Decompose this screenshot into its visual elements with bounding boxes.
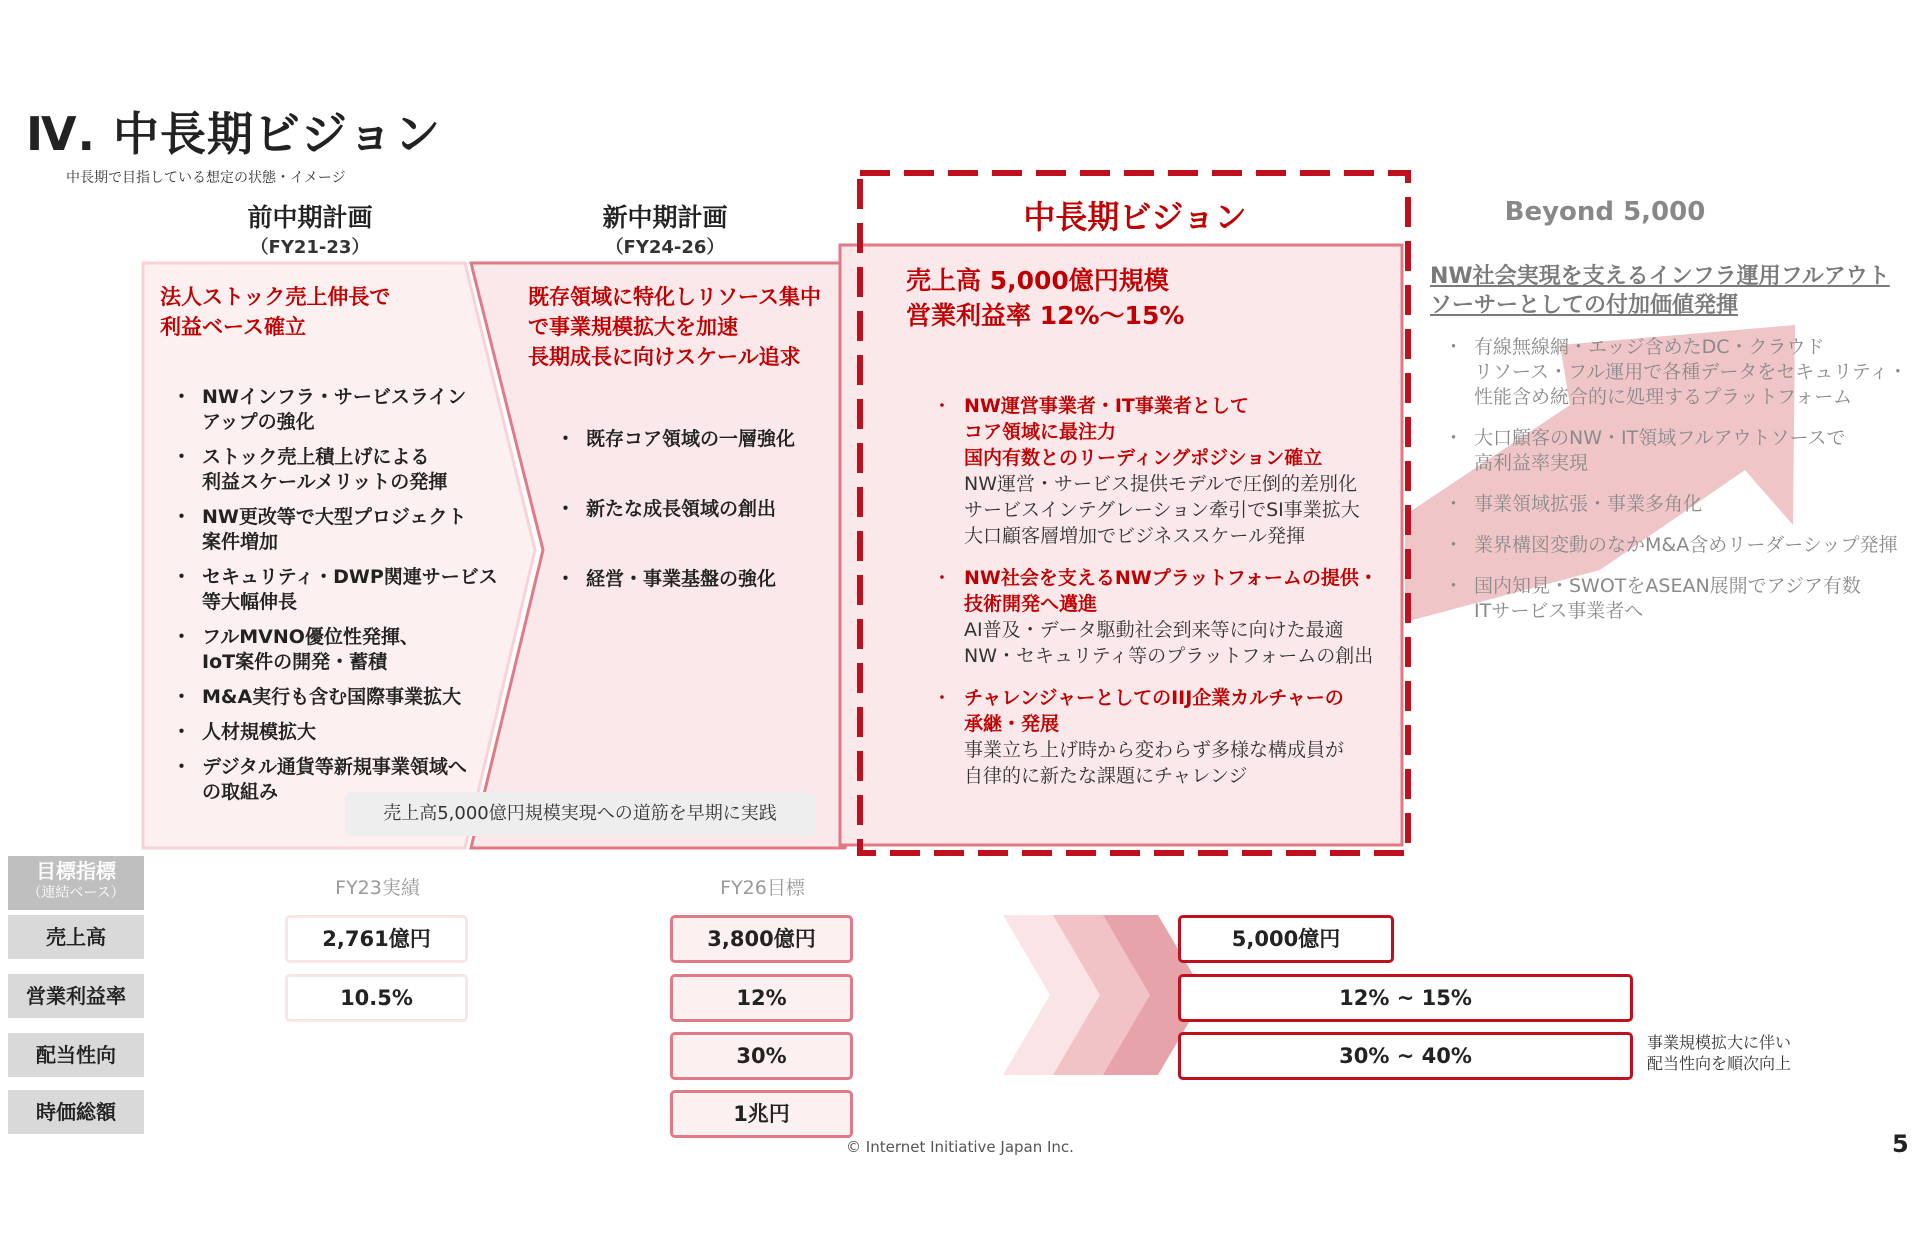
heading-line: 利益ベース確立 (160, 315, 306, 339)
row-label-payout: 配当性向 (8, 1033, 144, 1077)
beyond-heading (1430, 262, 1900, 320)
heading-line: NW社会実現を支えるインフラ運用フルアウト (1430, 264, 1890, 289)
prev-phase-list (168, 385, 508, 815)
kpi-vision-margin: 12% ~ 15% (1178, 974, 1633, 1022)
payout-note (1647, 1032, 1847, 1074)
list-item: ・ セキュリティ・DWP関連サービス 等大幅伸長 (168, 565, 508, 615)
list-item: ・ デジタル通貨等新規事業領域へ の取組み (168, 755, 508, 805)
prev-phase-heading (160, 282, 480, 342)
current-phase-list (552, 427, 872, 637)
kpi-header-title: 目標指標 (36, 859, 116, 883)
row-label-revenue: 売上高 (8, 915, 144, 959)
list-item: ・ NW運営事業者・IT事業者として コア領域に最注力 国内有数とのリーディングポジション確立 NW運営・サービス提供モデルで圧倒的差別化 サービスインテグレーション牽引でSI事業拡大 大口顧客層増加でビジネススケール発揮 (930, 393, 1400, 549)
heading-line: ソーサーとしての付加価値発揮 (1430, 293, 1739, 318)
row-label-margin: 営業利益率 (8, 974, 144, 1018)
list-item: ・ ストック売上積上げによる 利益スケールメリットの発揮 (168, 445, 508, 495)
col-fy23-label: FY23実績 (335, 877, 420, 899)
list-item: ・ 国内知見・SWOTをASEAN展開でアジア有数 ITサービス事業者へ (1440, 574, 1920, 624)
kpi-fy26-margin: 12% (670, 974, 853, 1022)
list-item: ・ 大口顧客のNW・IT領域フルアウトソースで 高利益率実現 (1440, 426, 1920, 476)
list-item: ・ 事業領域拡張・事業多角化 (1440, 492, 1920, 517)
kpi-fy23-revenue: 2,761億円 (285, 915, 468, 963)
heading-line: 既存領域に特化しリソース集中 (528, 285, 821, 309)
current-phase-heading (528, 282, 868, 372)
page-title: Ⅳ. 中長期ビジョン (26, 107, 442, 161)
vision-title: 中長期ビジョン (1023, 198, 1247, 236)
vision-targets (906, 263, 1376, 333)
kpi-fy26-payout: 30% (670, 1032, 853, 1080)
heading-line: 法人ストック売上伸長で (160, 285, 391, 309)
current-phase-period: （FY24-26） (605, 237, 725, 258)
kpi-fy23-margin: 10.5% (285, 974, 468, 1022)
heading-line: 長期成長に向けスケール追求 (528, 345, 801, 369)
prev-phase-period: （FY21-23） (250, 237, 370, 258)
list-item: ・ 人材規模拡大 (168, 720, 508, 745)
vision-target-line: 売上高 5,000億円規模 (906, 266, 1169, 295)
vision-list (930, 393, 1400, 805)
list-item: ・ フルMVNO優位性発揮、 IoT案件の開発・蓄積 (168, 625, 508, 675)
page-number: 5 (1892, 1130, 1909, 1158)
list-item: ・ 有線無線網・エッジ含めたDC・クラウド リソース・フル運用で各種データをセキュリティ・ 性能含め統合的に処理するプラットフォーム (1440, 335, 1920, 410)
kpi-fy26-market-cap: 1兆円 (670, 1090, 853, 1138)
roadmap-callout: 売上高5,000億円規模実現への道筋を早期に実践 (345, 792, 815, 836)
list-item: ・ チャレンジャーとしてのIIJ企業カルチャーの 承継・発展 事業立ち上げ時から変わらず多様な構成員が 自律的に新たな課題にチャレンジ (930, 685, 1400, 789)
kpi-header-sub: （連結ベース） (27, 885, 125, 901)
current-phase-title: 新中期計画 (602, 203, 728, 232)
kpi-fy26-revenue: 3,800億円 (670, 915, 853, 963)
row-label-market-cap: 時価総額 (8, 1090, 144, 1134)
vision-target-line: 営業利益率 12%～15% (906, 301, 1185, 330)
list-item: ・ 業界構図変動のなかM&A含めリーダーシップ発揮 (1440, 533, 1920, 558)
beyond-list (1440, 335, 1920, 640)
beyond-title: Beyond 5,000 (1504, 197, 1706, 227)
list-item: ・ 既存コア領域の一層強化 (552, 427, 872, 452)
kpi-vision-payout: 30% ~ 40% (1178, 1032, 1633, 1080)
col-fy26-label: FY26目標 (720, 877, 805, 899)
kpi-header-label (8, 856, 144, 910)
list-item: ・ NWインフラ・サービスライン アップの強化 (168, 385, 508, 435)
page-subtitle: 中長期で目指している想定の状態・イメージ (66, 170, 346, 186)
kpi-vision-revenue: 5,000億円 (1178, 915, 1394, 963)
prev-phase-title: 前中期計画 (247, 203, 373, 232)
note-line: 配当性向を順次向上 (1647, 1054, 1792, 1073)
note-line: 事業規模拡大に伴い (1647, 1033, 1792, 1052)
list-item: ・ M&A実行も含む国際事業拡大 (168, 685, 508, 710)
list-item: ・ NW社会を支えるNWプラットフォームの提供・ 技術開発へ邁進 AI普及・データ駆動社会到来等に向けた最適 NW・セキュリティ等のプラットフォームの創出 (930, 565, 1400, 669)
heading-line: で事業規模拡大を加速 (528, 315, 738, 339)
list-item: ・ NW更改等で大型プロジェクト 案件増加 (168, 505, 508, 555)
list-item: ・ 新たな成長領域の創出 (552, 497, 872, 522)
list-item: ・ 経営・事業基盤の強化 (552, 567, 872, 592)
copyright: © Internet Initiative Japan Inc. (846, 1138, 1074, 1156)
